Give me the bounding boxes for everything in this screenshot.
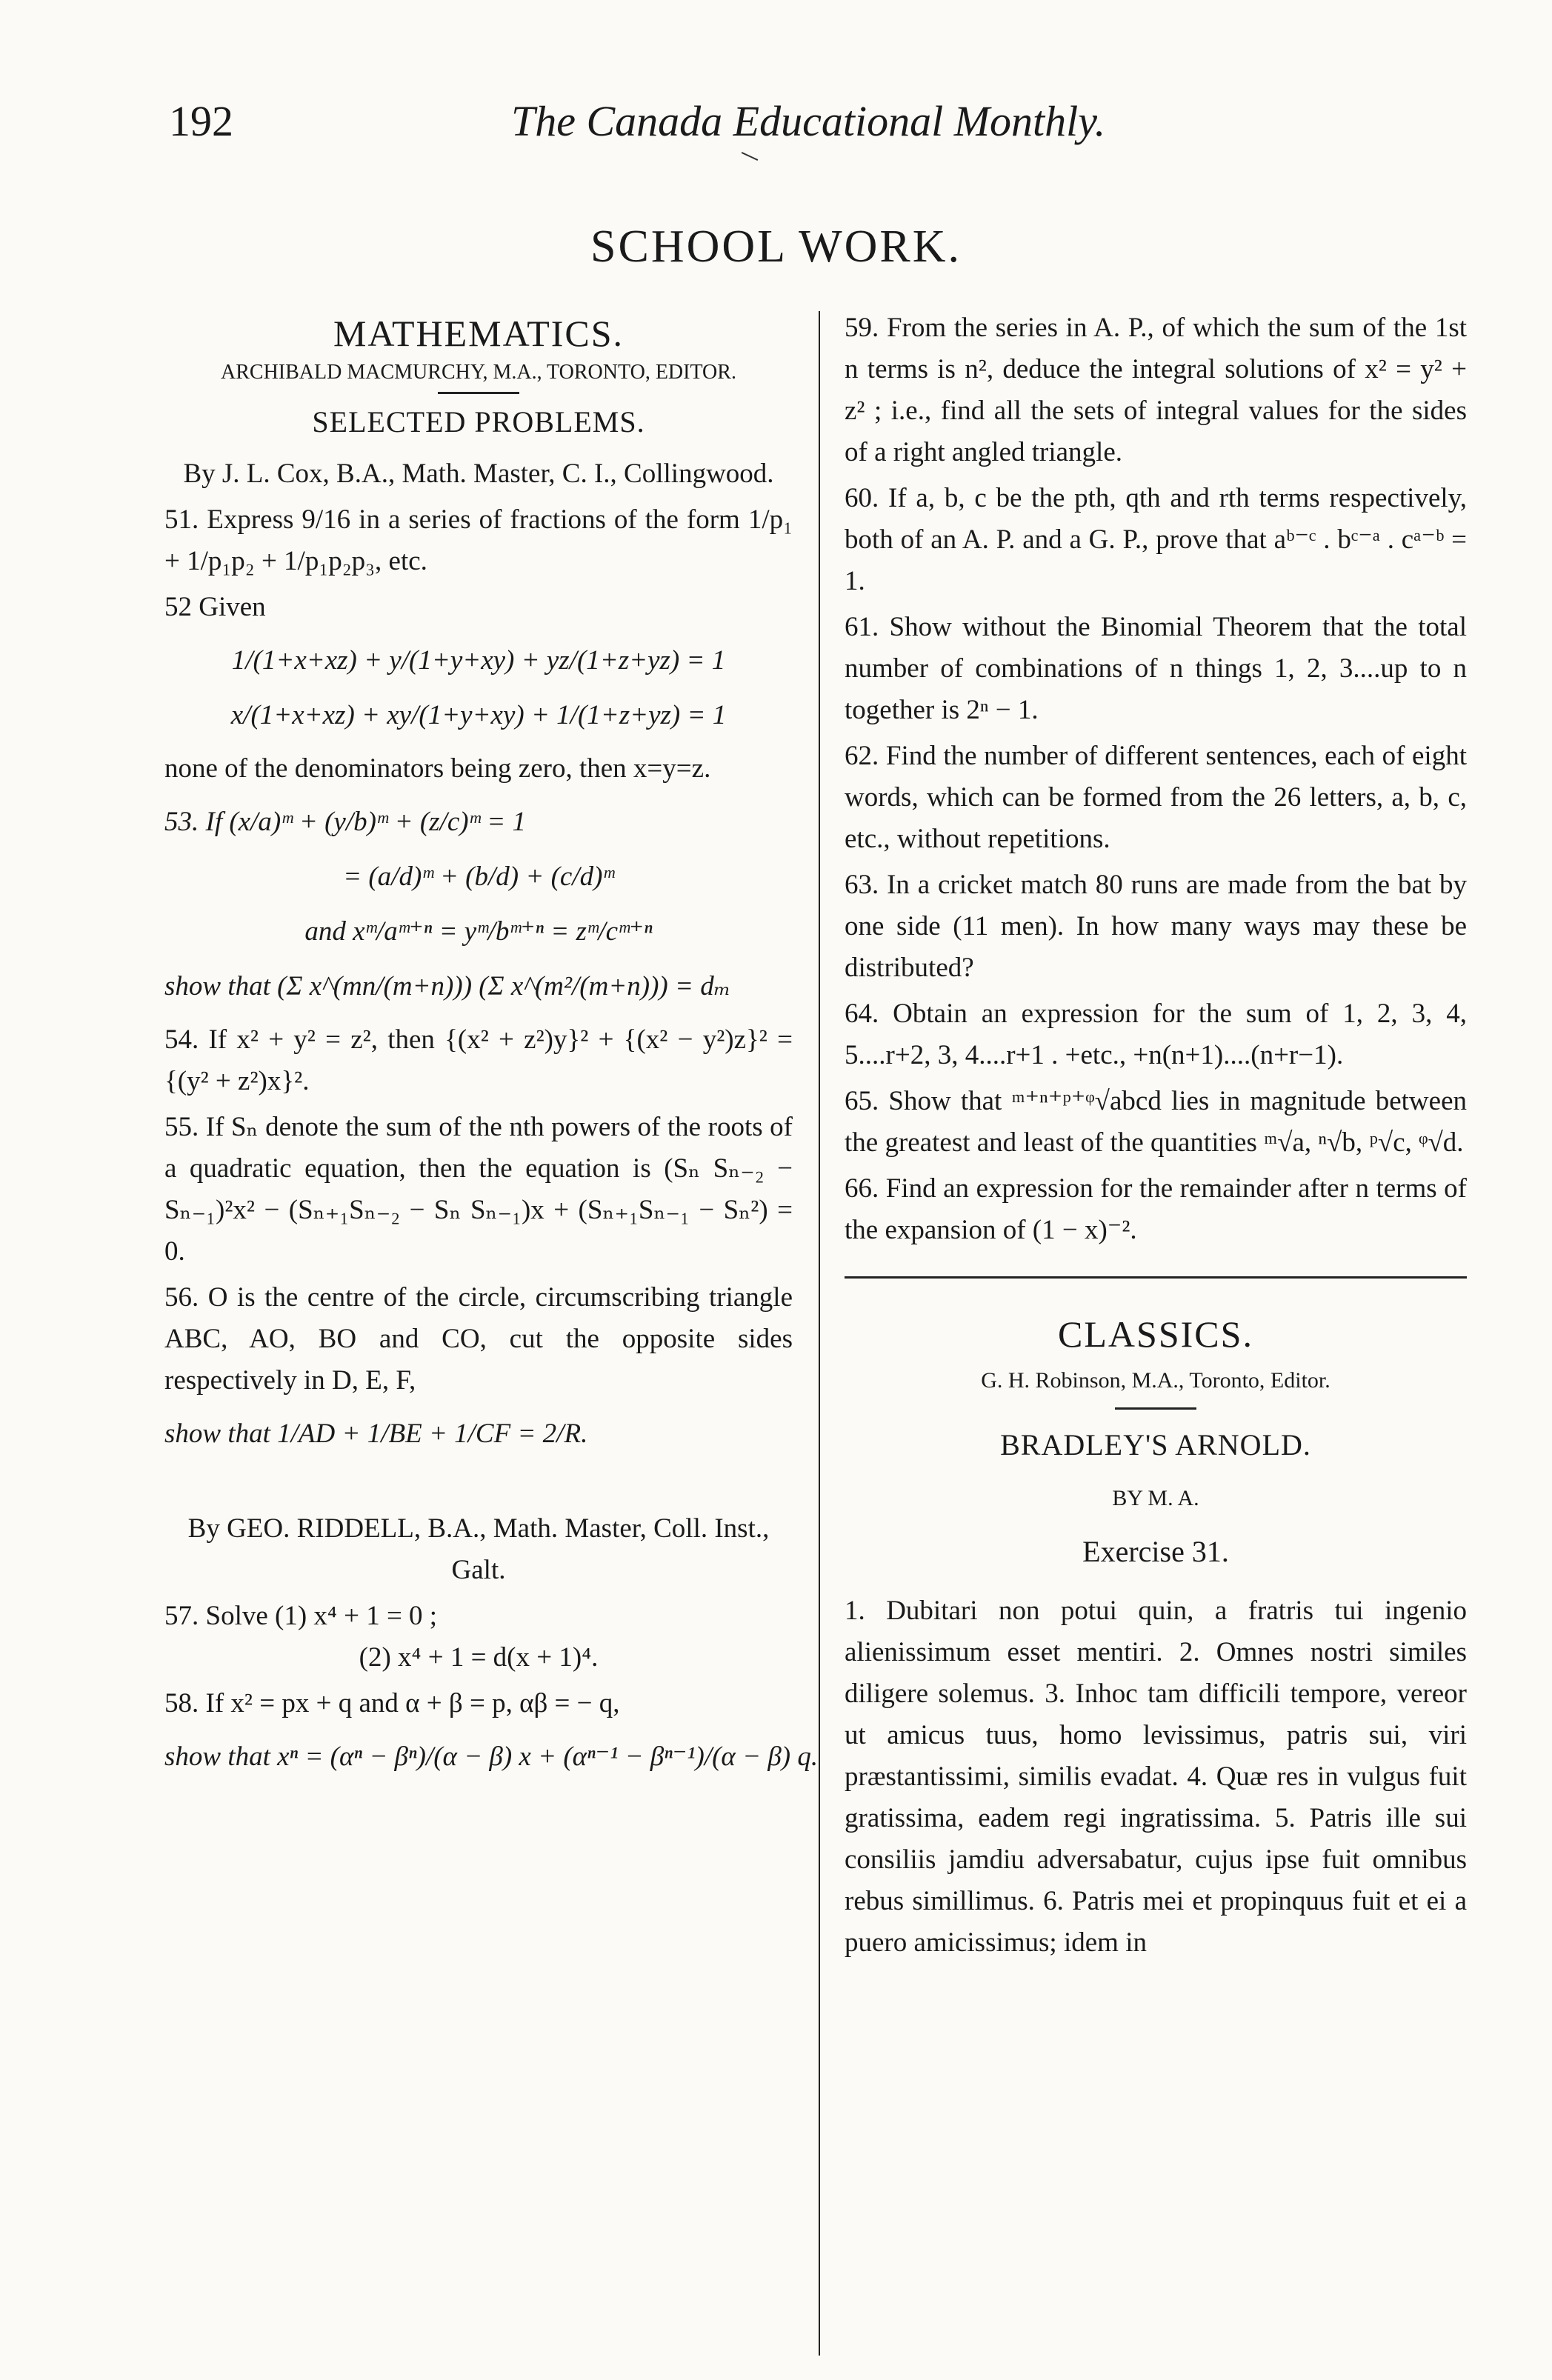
right-column [845, 307, 1467, 1964]
exercise-title: Exercise 31. [1082, 1535, 1229, 1568]
divider [1115, 1407, 1196, 1410]
section-divider [845, 1276, 1467, 1279]
problem-64: 64. Obtain an expression for the sum of 1, 2, 3, 4, 5....r+2, 3, 4....r+1 . +etc., +n(n+1)....(n+r−1). [845, 999, 1467, 1070]
divider [438, 392, 519, 394]
section-title: SCHOOL WORK. [590, 221, 962, 272]
header-mark [742, 152, 759, 161]
problem-57: 57. Solve (1) x⁴ + 1 = 0 ; [164, 1601, 438, 1631]
classics-editor: G. H. Robinson, M.A., Toronto, Editor. [981, 1368, 1330, 1393]
problem-51: 51. Express 9/16 in a series of fractions of the form 1/p₁ + 1/p₁p₂ + 1/p₁p₂p₃, etc. [164, 504, 793, 576]
classics-heading: CLASSICS. [1058, 1313, 1253, 1355]
byline-cox: By J. L. Cox, B.A., Math. Master, C. I., Collingwood. [183, 459, 774, 489]
selected-problems-heading: SELECTED PROBLEMS. [312, 405, 645, 439]
problem-52-equation-2: x/(1+x+xz) + xy/(1+y+xy) + 1/(1+z+yz) = 1 [230, 700, 727, 730]
bradley-byline: BY M. A. [1112, 1486, 1199, 1510]
problem-62: 62. Find the number of different sentences, each of eight words, which can be formed from the 26 letters, a, b, c, etc., without repetitions. [845, 741, 1467, 854]
problem-55: 55. If Sₙ denote the sum of the nth powers of the roots of a quadratic equation, then the equation is (Sₙ Sₙ₋₂ − Sₙ₋₁)²x² − (Sₙ₊₁Sₙ₋₂ − Sₙ Sₙ₋₁)x + (Sₙ₊₁Sₙ₋₁ − Sₙ²) = 0. [164, 1112, 793, 1267]
exercise-text: 1. Dubitari non potui quin, a fratris tui ingenio alienissimum esset mentiri. 2. Omnes nostri similes diligere solemus. 3. Inhoc tam difficili tempore, vereor ut amicus tuus, homo levissimus, patris sui, viri præstantissimi, similis evadat. 4. Quæ res in vulgus fuit gratissima, eadem regi ingratissima. 5. Patris ille sui consiliis jamdiu adversabatur, cujus ipse fuit omnibus rebus simillimus. 6. Patris mei et propinquus fuit et ei a puero amicissimus; idem in [845, 1596, 1467, 1958]
problem-63: 63. In a cricket match 80 runs are made from the bat by one side (11 men). In how many ways may these be distributed? [845, 870, 1467, 983]
mathematics-editor: ARCHIBALD MACMURCHY, M.A., TORONTO, EDITOR. [221, 361, 736, 384]
bradley-heading: BRADLEY'S ARNOLD. [1000, 1428, 1311, 1461]
problem-61: 61. Show without the Binomial Theorem that the total number of combinations of n things 1, 2, 3....up to n together is 2ⁿ − 1. [845, 612, 1467, 725]
problem-65: 65. Show that ᵐ⁺ⁿ⁺ᵖ⁺ᵠ√abcd lies in magnitude between the greatest and least of the quantities ᵐ√a, ⁿ√b, ᵖ√c, ᵠ√d. [845, 1086, 1467, 1158]
mathematics-heading: MATHEMATICS. [333, 313, 625, 354]
left-column [164, 307, 819, 1790]
problem-54: 54. If x² + y² = z², then {(x² + z²)y}² + {(x² − y²)z}² = {(y² + z²)x}². [164, 1024, 793, 1096]
page-number: 192 [169, 97, 233, 145]
problem-56-equation: show that 1/AD + 1/BE + 1/CF = 2/R. [164, 1419, 588, 1449]
problem-56: 56. O is the centre of the circle, circumscribing triangle ABC, AO, BO and CO, cut the opposite sides respectively in D, E, F, [164, 1282, 793, 1396]
problem-53-equation-1: = (a/d)ᵐ + (b/d) + (c/d)ᵐ [343, 861, 614, 892]
problem-53-equation-3: show that (Σ x^(mn/(m+n))) (Σ x^(m²/(m+n))) = dₘ [164, 971, 731, 1001]
problem-52-equation-1: 1/(1+x+xz) + y/(1+y+xy) + yz/(1+z+yz) = 1 [231, 645, 726, 676]
problem-58: 58. If x² = px + q and α + β = p, αβ = − q, [164, 1688, 620, 1719]
problem-57-part-2: (2) x⁴ + 1 = d(x + 1)⁴. [359, 1642, 599, 1673]
problem-53: 53. If (x/a)ᵐ + (y/b)ᵐ + (z/c)ᵐ = 1 [164, 807, 526, 837]
byline-riddell: By GEO. RIDDELL, B.A., Math. Master, Coll. Inst., Galt. [187, 1513, 770, 1585]
problem-52: 52 Given [164, 592, 266, 622]
column-divider [819, 311, 820, 2356]
problem-60: 60. If a, b, c be the pth, qth and rth terms respectively, both of an A. P. and a G. P., prove that aᵇ⁻ᶜ . bᶜ⁻ᵃ . cᵃ⁻ᵇ = 1. [845, 483, 1467, 596]
problem-58-equation: show that xⁿ = (αⁿ − βⁿ)/(α − β) x + (αⁿ⁻¹ − βⁿ⁻¹)/(α − β) q. [164, 1741, 819, 1772]
problem-59: 59. From the series in A. P., of which the sum of the 1st n terms is n², deduce the integral solutions of x² = y² + z² ; i.e., find all the sets of integral values for the sides of a right angled triangle. [845, 313, 1467, 467]
problem-53-equation-2: and xᵐ/aᵐ⁺ⁿ = yᵐ/bᵐ⁺ⁿ = zᵐ/cᵐ⁺ⁿ [304, 916, 653, 947]
running-title: The Canada Educational Monthly. [511, 97, 1106, 145]
problem-66: 66. Find an expression for the remainder after n terms of the expansion of (1 − x)⁻². [845, 1173, 1467, 1245]
problem-52-conclusion: none of the denominators being zero, then x=y=z. [164, 753, 711, 784]
